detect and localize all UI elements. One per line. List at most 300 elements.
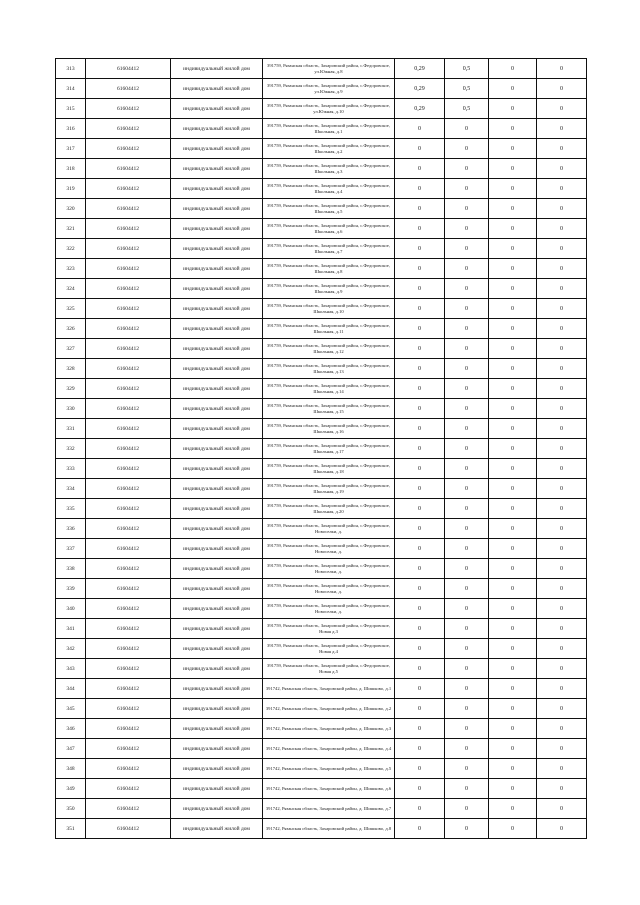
value-3-cell: 0: [489, 739, 537, 759]
oktmo-code-cell: 61604412: [86, 739, 171, 759]
building-type-cell: индивидуальный жилой дом: [171, 779, 263, 799]
row-number-cell: 316: [56, 119, 86, 139]
value-3-cell: 0: [489, 159, 537, 179]
value-3-cell: 0: [489, 459, 537, 479]
table-row: [56, 459, 587, 479]
building-type-cell: индивидуальный жилой дом: [171, 559, 263, 579]
oktmo-code-cell: 61604412: [86, 359, 171, 379]
value-1-cell: 0: [395, 139, 445, 159]
value-2-cell: 0: [445, 519, 489, 539]
row-number-cell: 336: [56, 519, 86, 539]
value-4-cell: 0: [537, 279, 587, 299]
value-4-cell: 0: [537, 739, 587, 759]
building-type-cell: индивидуальный жилой дом: [171, 819, 263, 839]
value-1-cell: 0: [395, 659, 445, 679]
value-4-cell: 0: [537, 679, 587, 699]
table-row: [56, 399, 587, 419]
address-cell: 391759, Рязанская область, Захаровский район, с.Федоровское, Школьная, д.7: [263, 239, 395, 259]
row-number-cell: 314: [56, 79, 86, 99]
value-1-cell: 0: [395, 719, 445, 739]
row-number-cell: 348: [56, 759, 86, 779]
table-row: [56, 119, 587, 139]
building-type-cell: индивидуальный жилой дом: [171, 479, 263, 499]
value-4-cell: 0: [537, 559, 587, 579]
value-4-cell: 0: [537, 799, 587, 819]
building-type-cell: индивидуальный жилой дом: [171, 239, 263, 259]
value-2-cell: 0: [445, 479, 489, 499]
value-1-cell: 0: [395, 339, 445, 359]
value-2-cell: 0: [445, 719, 489, 739]
value-3-cell: 0: [489, 119, 537, 139]
value-2-cell: 0: [445, 659, 489, 679]
building-type-cell: индивидуальный жилой дом: [171, 159, 263, 179]
oktmo-code-cell: 61604412: [86, 459, 171, 479]
value-1-cell: 0: [395, 579, 445, 599]
address-cell: 391759, Рязанская область, Захаровский район, с.Федоровское, Новоселки, д.: [263, 599, 395, 619]
value-4-cell: 0: [537, 819, 587, 839]
building-type-cell: индивидуальный жилой дом: [171, 599, 263, 619]
value-1-cell: 0: [395, 519, 445, 539]
value-1-cell: 0: [395, 399, 445, 419]
oktmo-code-cell: 61604412: [86, 259, 171, 279]
value-4-cell: 0: [537, 339, 587, 359]
value-3-cell: 0: [489, 819, 537, 839]
oktmo-code-cell: 61604412: [86, 819, 171, 839]
value-1-cell: 0: [395, 739, 445, 759]
value-1-cell: 0: [395, 379, 445, 399]
value-1-cell: 0: [395, 599, 445, 619]
row-number-cell: 349: [56, 779, 86, 799]
address-cell: 391759, Рязанская область, Захаровский район, с.Федоровское, Новоселки, д.: [263, 519, 395, 539]
value-1-cell: 0: [395, 619, 445, 639]
table-row: [56, 619, 587, 639]
oktmo-code-cell: 61604412: [86, 779, 171, 799]
address-cell: 391759, Рязанская область, Захаровский район, с.Федоровское, Новоселки, д.: [263, 579, 395, 599]
value-2-cell: 0: [445, 179, 489, 199]
row-number-cell: 328: [56, 359, 86, 379]
value-4-cell: 0: [537, 419, 587, 439]
value-3-cell: 0: [489, 679, 537, 699]
value-3-cell: 0: [489, 279, 537, 299]
value-2-cell: 0: [445, 119, 489, 139]
value-3-cell: 0: [489, 559, 537, 579]
value-2-cell: 0: [445, 799, 489, 819]
value-1-cell: 0: [395, 479, 445, 499]
table-row: [56, 779, 587, 799]
table-row: [56, 539, 587, 559]
building-type-cell: индивидуальный жилой дом: [171, 59, 263, 79]
value-4-cell: 0: [537, 539, 587, 559]
building-type-cell: индивидуальный жилой дом: [171, 79, 263, 99]
value-4-cell: 0: [537, 139, 587, 159]
value-1-cell: 0,29: [395, 79, 445, 99]
value-1-cell: 0: [395, 559, 445, 579]
value-2-cell: 0: [445, 199, 489, 219]
value-3-cell: 0: [489, 639, 537, 659]
table-row: [56, 359, 587, 379]
address-cell: 391759, Рязанская область, Захаровский район, с.Федоровское, Школьная, д.9: [263, 279, 395, 299]
value-1-cell: 0: [395, 419, 445, 439]
row-number-cell: 322: [56, 239, 86, 259]
table-row: [56, 219, 587, 239]
value-3-cell: 0: [489, 359, 537, 379]
value-3-cell: 0: [489, 779, 537, 799]
oktmo-code-cell: 61604412: [86, 519, 171, 539]
value-3-cell: 0: [489, 259, 537, 279]
row-number-cell: 318: [56, 159, 86, 179]
row-number-cell: 319: [56, 179, 86, 199]
oktmo-code-cell: 61604412: [86, 599, 171, 619]
row-number-cell: 334: [56, 479, 86, 499]
oktmo-code-cell: 61604412: [86, 119, 171, 139]
building-type-cell: индивидуальный жилой дом: [171, 279, 263, 299]
building-type-cell: индивидуальный жилой дом: [171, 499, 263, 519]
building-type-cell: индивидуальный жилой дом: [171, 319, 263, 339]
row-number-cell: 351: [56, 819, 86, 839]
value-4-cell: 0: [537, 259, 587, 279]
value-3-cell: 0: [489, 59, 537, 79]
table-row: [56, 159, 587, 179]
value-1-cell: 0: [395, 259, 445, 279]
table-row: [56, 339, 587, 359]
value-1-cell: 0,29: [395, 99, 445, 119]
building-type-cell: индивидуальный жилой дом: [171, 739, 263, 759]
value-3-cell: 0: [489, 139, 537, 159]
value-4-cell: 0: [537, 719, 587, 739]
value-2-cell: 0: [445, 699, 489, 719]
oktmo-code-cell: 61604412: [86, 219, 171, 239]
value-2-cell: 0: [445, 679, 489, 699]
value-3-cell: 0: [489, 599, 537, 619]
value-3-cell: 0: [489, 419, 537, 439]
value-2-cell: 0: [445, 759, 489, 779]
value-3-cell: 0: [489, 799, 537, 819]
oktmo-code-cell: 61604412: [86, 379, 171, 399]
address-cell: 391759, Рязанская область, Захаровский район, с.Федоровское, Школьная, д.17: [263, 439, 395, 459]
value-4-cell: 0: [537, 659, 587, 679]
value-2-cell: 0: [445, 339, 489, 359]
value-4-cell: 0: [537, 159, 587, 179]
value-2-cell: 0,5: [445, 99, 489, 119]
value-4-cell: 0: [537, 179, 587, 199]
value-2-cell: 0: [445, 259, 489, 279]
building-type-cell: индивидуальный жилой дом: [171, 179, 263, 199]
value-3-cell: 0: [489, 439, 537, 459]
oktmo-code-cell: 61604412: [86, 179, 171, 199]
oktmo-code-cell: 61604412: [86, 319, 171, 339]
value-2-cell: 0: [445, 359, 489, 379]
oktmo-code-cell: 61604412: [86, 719, 171, 739]
value-3-cell: 0: [489, 199, 537, 219]
value-2-cell: 0: [445, 559, 489, 579]
building-type-cell: индивидуальный жилой дом: [171, 419, 263, 439]
value-3-cell: 0: [489, 339, 537, 359]
value-3-cell: 0: [489, 499, 537, 519]
value-4-cell: 0: [537, 59, 587, 79]
row-number-cell: 347: [56, 739, 86, 759]
address-cell: 391759, Рязанская область, Захаровский район, с.Федоровское, Новая д.3: [263, 619, 395, 639]
value-2-cell: 0: [445, 399, 489, 419]
oktmo-code-cell: 61604412: [86, 479, 171, 499]
oktmo-code-cell: 61604412: [86, 199, 171, 219]
oktmo-code-cell: 61604412: [86, 79, 171, 99]
address-cell: 391759, Рязанская область, Захаровский район, с.Федоровское, Школьная, д.14: [263, 379, 395, 399]
table-row: [56, 79, 587, 99]
value-4-cell: 0: [537, 319, 587, 339]
address-cell: 391759, Рязанская область, Захаровский район, с.Федоровское, Школьная, д.11: [263, 319, 395, 339]
value-2-cell: 0: [445, 739, 489, 759]
value-4-cell: 0: [537, 619, 587, 639]
address-cell: 391759, Рязанская область, Захаровский район, с.Федоровское, Школьная, д.4: [263, 179, 395, 199]
building-type-cell: индивидуальный жилой дом: [171, 399, 263, 419]
value-1-cell: 0: [395, 119, 445, 139]
table-row: [56, 819, 587, 839]
value-3-cell: 0: [489, 659, 537, 679]
address-cell: 391742, Рязанская область, Захаровский район, д. Шишково, д.7: [263, 799, 395, 819]
oktmo-code-cell: 61604412: [86, 619, 171, 639]
row-number-cell: 321: [56, 219, 86, 239]
value-3-cell: 0: [489, 719, 537, 739]
value-2-cell: 0: [445, 299, 489, 319]
value-1-cell: 0,29: [395, 59, 445, 79]
value-3-cell: 0: [489, 699, 537, 719]
table-row: [56, 679, 587, 699]
building-type-cell: индивидуальный жилой дом: [171, 759, 263, 779]
value-3-cell: 0: [489, 179, 537, 199]
building-type-cell: индивидуальный жилой дом: [171, 619, 263, 639]
oktmo-code-cell: 61604412: [86, 59, 171, 79]
row-number-cell: 331: [56, 419, 86, 439]
table-row: [56, 299, 587, 319]
building-type-cell: индивидуальный жилой дом: [171, 639, 263, 659]
row-number-cell: 326: [56, 319, 86, 339]
value-4-cell: 0: [537, 359, 587, 379]
row-number-cell: 338: [56, 559, 86, 579]
value-2-cell: 0: [445, 579, 489, 599]
value-2-cell: 0: [445, 619, 489, 639]
table-row: [56, 579, 587, 599]
table-row: [56, 139, 587, 159]
table-row: [56, 99, 587, 119]
table-row: [56, 319, 587, 339]
address-cell: 391759, Рязанская область, Захаровский район, с.Федоровское, ул.Южная, д.9: [263, 79, 395, 99]
table-row: [56, 599, 587, 619]
value-3-cell: 0: [489, 299, 537, 319]
building-type-cell: индивидуальный жилой дом: [171, 119, 263, 139]
value-4-cell: 0: [537, 479, 587, 499]
oktmo-code-cell: 61604412: [86, 279, 171, 299]
row-number-cell: 350: [56, 799, 86, 819]
table-row: [56, 379, 587, 399]
row-number-cell: 315: [56, 99, 86, 119]
value-4-cell: 0: [537, 399, 587, 419]
row-number-cell: 330: [56, 399, 86, 419]
table-row: [56, 799, 587, 819]
table-row: [56, 259, 587, 279]
value-2-cell: 0: [445, 319, 489, 339]
value-4-cell: 0: [537, 219, 587, 239]
value-1-cell: 0: [395, 299, 445, 319]
value-1-cell: 0: [395, 459, 445, 479]
value-1-cell: 0: [395, 759, 445, 779]
value-4-cell: 0: [537, 639, 587, 659]
value-1-cell: 0: [395, 439, 445, 459]
address-cell: 391759, Рязанская область, Захаровский район, с.Федоровское, Новая д.5: [263, 659, 395, 679]
building-type-cell: индивидуальный жилой дом: [171, 219, 263, 239]
table-row: [56, 719, 587, 739]
value-3-cell: 0: [489, 539, 537, 559]
table-row: [56, 179, 587, 199]
value-3-cell: 0: [489, 519, 537, 539]
address-cell: 391742, Рязанская область, Захаровский район, д. Шишково, д.2: [263, 699, 395, 719]
value-3-cell: 0: [489, 479, 537, 499]
value-4-cell: 0: [537, 459, 587, 479]
building-type-cell: индивидуальный жилой дом: [171, 699, 263, 719]
oktmo-code-cell: 61604412: [86, 159, 171, 179]
address-cell: 391742, Рязанская область, Захаровский район, д. Шишково, д.4: [263, 739, 395, 759]
building-type-cell: индивидуальный жилой дом: [171, 799, 263, 819]
value-4-cell: 0: [537, 199, 587, 219]
oktmo-code-cell: 61604412: [86, 439, 171, 459]
value-4-cell: 0: [537, 699, 587, 719]
row-number-cell: 332: [56, 439, 86, 459]
value-2-cell: 0: [445, 819, 489, 839]
value-4-cell: 0: [537, 759, 587, 779]
building-type-cell: индивидуальный жилой дом: [171, 659, 263, 679]
table-row: [56, 199, 587, 219]
row-number-cell: 344: [56, 679, 86, 699]
value-4-cell: 0: [537, 779, 587, 799]
oktmo-code-cell: 61604412: [86, 659, 171, 679]
building-type-cell: индивидуальный жилой дом: [171, 379, 263, 399]
value-1-cell: 0: [395, 359, 445, 379]
address-cell: 391759, Рязанская область, Захаровский район, с.Федоровское, Школьная, д.3: [263, 159, 395, 179]
value-1-cell: 0: [395, 499, 445, 519]
value-1-cell: 0: [395, 319, 445, 339]
value-4-cell: 0: [537, 299, 587, 319]
value-3-cell: 0: [489, 379, 537, 399]
value-1-cell: 0: [395, 699, 445, 719]
value-2-cell: 0: [445, 139, 489, 159]
address-cell: 391759, Рязанская область, Захаровский район, с.Федоровское, Школьная, д.12: [263, 339, 395, 359]
value-1-cell: 0: [395, 779, 445, 799]
value-4-cell: 0: [537, 519, 587, 539]
value-4-cell: 0: [537, 379, 587, 399]
building-type-cell: индивидуальный жилой дом: [171, 439, 263, 459]
value-3-cell: 0: [489, 99, 537, 119]
row-number-cell: 313: [56, 59, 86, 79]
value-1-cell: 0: [395, 159, 445, 179]
value-1-cell: 0: [395, 639, 445, 659]
value-3-cell: 0: [489, 239, 537, 259]
value-1-cell: 0: [395, 219, 445, 239]
table-row: [56, 419, 587, 439]
oktmo-code-cell: 61604412: [86, 639, 171, 659]
oktmo-code-cell: 61604412: [86, 579, 171, 599]
table-row: [56, 239, 587, 259]
address-cell: 391759, Рязанская область, Захаровский район, с.Федоровское, Школьная, д.18: [263, 459, 395, 479]
oktmo-code-cell: 61604412: [86, 299, 171, 319]
address-cell: 391742, Рязанская область, Захаровский район, д. Шишково, д.8: [263, 819, 395, 839]
value-1-cell: 0: [395, 819, 445, 839]
value-4-cell: 0: [537, 239, 587, 259]
value-2-cell: 0: [445, 639, 489, 659]
building-type-cell: индивидуальный жилой дом: [171, 579, 263, 599]
address-cell: 391742, Рязанская область, Захаровский район, д. Шишково, д.3: [263, 719, 395, 739]
table-row: [56, 739, 587, 759]
value-4-cell: 0: [537, 579, 587, 599]
row-number-cell: 335: [56, 499, 86, 519]
row-number-cell: 339: [56, 579, 86, 599]
value-1-cell: 0: [395, 179, 445, 199]
table-row: [56, 479, 587, 499]
building-type-cell: индивидуальный жилой дом: [171, 539, 263, 559]
value-1-cell: 0: [395, 279, 445, 299]
table-row: [56, 639, 587, 659]
value-4-cell: 0: [537, 439, 587, 459]
building-type-cell: индивидуальный жилой дом: [171, 139, 263, 159]
building-type-cell: индивидуальный жилой дом: [171, 359, 263, 379]
value-4-cell: 0: [537, 79, 587, 99]
value-3-cell: 0: [489, 399, 537, 419]
address-cell: 391759, Рязанская область, Захаровский район, с.Федоровское, Школьная, д.5: [263, 199, 395, 219]
address-cell: 391742, Рязанская область, Захаровский район, д. Шишково, д.6: [263, 779, 395, 799]
value-1-cell: 0: [395, 239, 445, 259]
row-number-cell: 324: [56, 279, 86, 299]
row-number-cell: 323: [56, 259, 86, 279]
building-type-cell: индивидуальный жилой дом: [171, 259, 263, 279]
oktmo-code-cell: 61604412: [86, 499, 171, 519]
address-cell: 391759, Рязанская область, Захаровский район, с.Федоровское, Школьная, д.1: [263, 119, 395, 139]
row-number-cell: 327: [56, 339, 86, 359]
oktmo-code-cell: 61604412: [86, 559, 171, 579]
building-type-cell: индивидуальный жилой дом: [171, 199, 263, 219]
value-4-cell: 0: [537, 99, 587, 119]
table-row: [56, 439, 587, 459]
oktmo-code-cell: 61604412: [86, 339, 171, 359]
oktmo-code-cell: 61604412: [86, 699, 171, 719]
table-row: [56, 659, 587, 679]
value-3-cell: 0: [489, 79, 537, 99]
row-number-cell: 340: [56, 599, 86, 619]
row-number-cell: 320: [56, 199, 86, 219]
value-3-cell: 0: [489, 219, 537, 239]
address-cell: 391759, Рязанская область, Захаровский район, с.Федоровское, Новоселки, д.: [263, 539, 395, 559]
value-3-cell: 0: [489, 619, 537, 639]
address-cell: 391742, Рязанская область, Захаровский район, д. Шишково, д.1: [263, 679, 395, 699]
value-2-cell: 0: [445, 419, 489, 439]
row-number-cell: 325: [56, 299, 86, 319]
value-2-cell: 0: [445, 159, 489, 179]
address-cell: 391759, Рязанская область, Захаровский район, с.Федоровское, ул.Южная, д.10: [263, 99, 395, 119]
value-2-cell: 0: [445, 219, 489, 239]
value-1-cell: 0: [395, 539, 445, 559]
row-number-cell: 337: [56, 539, 86, 559]
table-body: [56, 59, 587, 839]
value-3-cell: 0: [489, 759, 537, 779]
building-type-cell: индивидуальный жилой дом: [171, 679, 263, 699]
building-type-cell: индивидуальный жилой дом: [171, 719, 263, 739]
oktmo-code-cell: 61604412: [86, 139, 171, 159]
row-number-cell: 346: [56, 719, 86, 739]
value-2-cell: 0: [445, 779, 489, 799]
oktmo-code-cell: 61604412: [86, 239, 171, 259]
oktmo-code-cell: 61604412: [86, 679, 171, 699]
address-cell: 391759, Рязанская область, Захаровский район, с.Федоровское, Школьная, д.16: [263, 419, 395, 439]
oktmo-code-cell: 61604412: [86, 99, 171, 119]
value-1-cell: 0: [395, 799, 445, 819]
table-row: [56, 59, 587, 79]
